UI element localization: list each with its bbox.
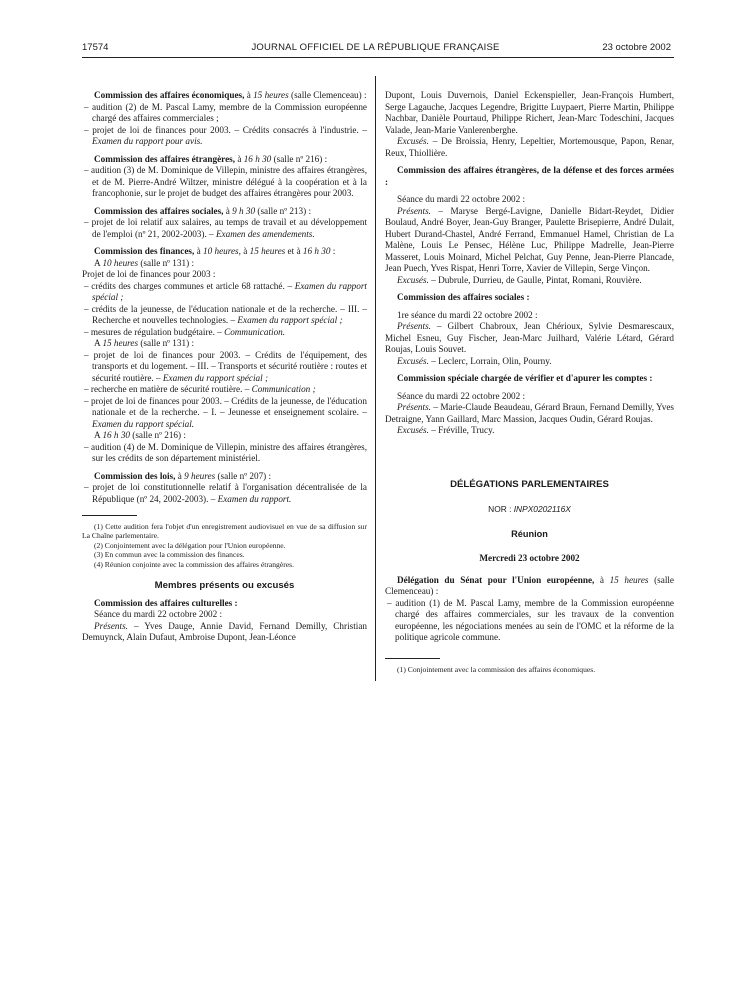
footnote-1: (1) Cette audition fera l'objet d'un enregistrement audiovisuel en vue de sa diffusion sur La Chaîne parlementaire. bbox=[82, 522, 367, 541]
date-line: Mercredi 23 octobre 2002 bbox=[479, 553, 580, 563]
soc-heading-right: Commission des affaires sociales : bbox=[397, 292, 530, 302]
fin-b-item-1: – projet de loi de finances pour 2003. – Crédits de l'équipement, des transports et du logement. – III. – Transports et sécurité routière : routes et sécurité routière. – Examen du rapport spécial ; bbox=[84, 349, 367, 383]
journal-title: JOURNAL OFFICIEL DE LA RÉPUBLIQUE FRANÇAISE bbox=[251, 42, 500, 53]
footnote-right-1: (1) Conjointement avec la commission des affaires économiques. bbox=[397, 664, 596, 674]
fin-slot-a: A 10 heures (salle nº 131) : bbox=[94, 257, 194, 268]
fin-a-item-2: – crédits de la jeunesse, de l'éducation nationale et de la recherche. – III. – Recherche et nouvelles technologies. – Examen du rapport spécial ; bbox=[84, 303, 367, 325]
footnote-rule bbox=[82, 515, 137, 516]
reunion-title: Réunion bbox=[511, 528, 548, 539]
footnote-3: (3) En commun avec la commission des finances. bbox=[94, 550, 245, 560]
def-heading: Commission des affaires étrangères, de la défense et des forces armées : bbox=[385, 165, 674, 187]
issue-date: 23 octobre 2002 bbox=[602, 42, 671, 53]
eco-item-1: – audition (2) de M. Pascal Lamy, membre de la Commission européenne chargé des affaires commerciales ; bbox=[84, 101, 367, 123]
cult-presents: Présents. – Yves Dauge, Annie David, Fernand Demilly, Christian Demuynck, Alain Dufaut, Ambroise Dupont, Jean-Léonce bbox=[82, 620, 367, 643]
header-rule bbox=[82, 57, 674, 58]
spe-excuses: Excusés. – Fréville, Trucy. bbox=[397, 425, 495, 435]
column-divider bbox=[375, 76, 376, 681]
deleg-heading: Délégation du Sénat pour l'Union européenne, à 15 heures (salle Clemenceau) : bbox=[385, 574, 674, 596]
footnote-rule-right bbox=[385, 658, 440, 659]
footnote-4: (4) Réunion conjointe avec la commission des affaires étrangères. bbox=[94, 559, 294, 569]
soc-item-1: – projet de loi relatif aux salaires, au temps de travail et au développement de l'emploi (nº 21, 2002-2003). – Examen des amendements. bbox=[84, 217, 367, 239]
fin-slot-c: A 16 h 30 (salle nº 216) : bbox=[94, 430, 186, 440]
soc-heading: Commission des affaires sociales, à 9 h 30 (salle nº 213) : bbox=[94, 205, 312, 216]
page-number: 17574 bbox=[82, 42, 109, 53]
fin-a-item-3: – mesures de régulation budgétaire. – Communication. bbox=[84, 326, 286, 337]
spe-heading: Commission spéciale chargée de vérifier et d'apurer les comptes : bbox=[397, 373, 653, 383]
cult-presents-cont: Dupont, Louis Duvernois, Daniel Eckenspieller, Jean-François Humbert, Serge Lagauche, Jacques Legendre, Brigitte Luypaert, Pierre Martin, Philippe Nachbar, Danièle Pourtaud, Philippe Richert, Jean-Marc Todeschini, Jacques Valade, Jean-Marie Vanlerenberghe. bbox=[385, 90, 674, 135]
def-presents: Présents. – Maryse Bergé-Lavigne, Danielle Bidart-Reydet, Didier Boulaud, André Boyer, Jean-Guy Branger, Paulette Brisepierre, André Dulait, Hubert Durand-Chastel, André Ferrand, Emmanuel Hamel, Christian de La Malène, Louis Le Pensec, Hélène Luc, Philippe Madrelle, Jean-Pierre Masseret, Louis Moinard, Michel Pelchat, Guy Penne, Jean-Pierre Plancade, Jean Puech, Yves Rispat, Henri Torre, Xavier de Villepin, Serge Vinçon. bbox=[385, 205, 674, 273]
left-column bbox=[82, 90, 367, 644]
fin-c-item-1: – audition (4) de M. Dominique de Villepin, ministre des affaires étrangères, sur les crédits de son département ministériel. bbox=[84, 441, 367, 463]
soc-seance: 1re séance du mardi 22 octobre 2002 : bbox=[397, 309, 538, 320]
membres-title: Membres présents ou excusés bbox=[154, 580, 295, 592]
soc-presents: Présents. – Gilbert Chabroux, Jean Chérioux, Sylvie Desmarescaux, Michel Esneu, Guy Fischer, Jean-Marc Juilhard, Valérie Létard, Gérard Roujas, Louis Souvet. bbox=[385, 321, 674, 354]
lois-heading: Commission des lois, à 9 heures (salle nº 207) : bbox=[94, 470, 272, 481]
fin-slot-b: A 15 heures (salle nº 131) : bbox=[94, 338, 194, 348]
cult-heading: Commission des affaires culturelles : bbox=[94, 597, 238, 608]
lois-item-1: – projet de loi constitutionnelle relatif à l'organisation décentralisée de la République (nº 24, 2002-2003). – Examen du rapport. bbox=[84, 482, 367, 504]
def-excuses: Excusés. – Dubrule, Durrieu, de Gaulle, Pintat, Romani, Rouvière. bbox=[397, 274, 642, 285]
nor-line: NOR : INPX0202116X bbox=[488, 504, 571, 514]
fin-b-item-2: – recherche en matière de sécurité routière. – Communication ; bbox=[84, 384, 316, 394]
fin-b-item-3: – projet de loi de finances pour 2003. – Crédits de la jeunesse, de l'éducation nationale et de la recherche. – I. – Jeunesse et enseignement scolaire. – Examen du rapport spécial. bbox=[84, 395, 367, 429]
footnote-2: (2) Conjointement avec la délégation pour l'Union européenne. bbox=[94, 540, 286, 550]
etr-item-1: – audition (3) de M. Dominique de Villepin, ministre des affaires étrangères, et de M. Pierre-André Wiltzer, ministre délégué à la coopération et à la francophonie, sur le projet de budget des affaires étrangères pour 2003. bbox=[84, 165, 367, 198]
eco-item-2: – projet de loi de finances pour 2003. – Crédits consacrés à l'industrie. – Examen du rapport pour avis. bbox=[84, 124, 367, 146]
spe-presents: Présents. – Marie-Claude Beaudeau, Gérard Braun, Fernand Demilly, Yves Detraigne, Yann Gaillard, Marc Massion, Jacques Oudin, Gérard Roujas. bbox=[385, 402, 674, 424]
soc-excuses: Excusés. – Leclerc, Lorrain, Olin, Pourny. bbox=[397, 355, 552, 366]
deleg-item-1: – audition (1) de M. Pascal Lamy, membre de la Commission européenne chargé des affaires commerciales, sur les travaux de la convention européenne, les négociations menées au sein de l'OMC et la réforme de la politique agricole commune. bbox=[387, 597, 674, 642]
fin-a-item-1: – crédits des charges communes et article 68 rattaché. – Examen du rapport spécial ; bbox=[84, 280, 367, 302]
spe-seance: Séance du mardi 22 octobre 2002 : bbox=[397, 390, 526, 401]
delegations-title: DÉLÉGATIONS PARLEMENTAIRES bbox=[450, 478, 609, 490]
fin-heading: Commission des finances, à 10 heures, à 15 heures et à 16 h 30 : bbox=[94, 246, 336, 256]
def-seance: Séance du mardi 22 octobre 2002 : bbox=[397, 194, 526, 204]
cult-excuses: Excusés. – De Broissia, Henry, Lepeltier, Mortemousque, Papon, Renar, Reux, Thiollière. bbox=[385, 136, 674, 158]
eco-heading: Commission des affaires économiques, à 15 heures (salle Clemenceau) : bbox=[94, 90, 367, 100]
etr-heading: Commission des affaires étrangères, à 16 h 30 (salle nº 216) : bbox=[94, 153, 328, 164]
right-column bbox=[385, 90, 674, 674]
cult-seance: Séance du mardi 22 octobre 2002 : bbox=[94, 609, 223, 620]
fin-plf: Projet de loi de finances pour 2003 : bbox=[82, 269, 216, 279]
